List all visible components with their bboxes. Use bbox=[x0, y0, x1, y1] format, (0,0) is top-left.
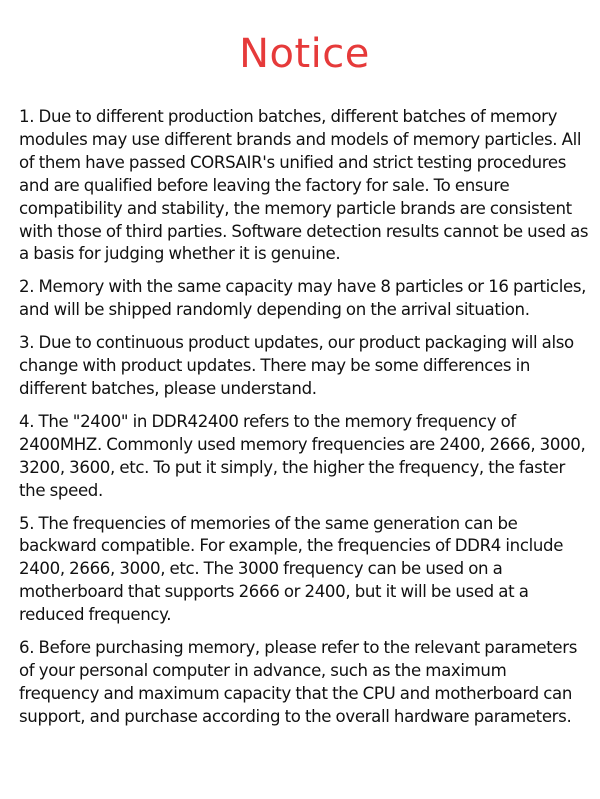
page-title: Notice bbox=[239, 31, 370, 77]
notice-item-1: 1. Due to different production batches, different batches of memory modules may use different brands and models of memory particles. All of them have passed CORSAIR's unified and strict testing procedures and are qualified before leaving the factory for sale. To ensure compatibility and stability, the memory particle brands are consistent with those of third parties. Software detection results cannot be used as a basis for judging whether it is genuine. bbox=[19, 107, 589, 264]
notice-item-2: 2. Memory with the same capacity may have 8 particles or 16 particles, and will be shipped randomly depending on the arrival situation. bbox=[19, 277, 587, 320]
notice-item-4: 4. The "2400" in DDR42400 refers to the memory frequency of 2400MHZ. Commonly used memory frequencies are 2400, 2666, 3000, 3200, 3600, etc. To put it simply, the higher the frequency, the faster the speed. bbox=[19, 411, 586, 500]
notice-item-3: 3. Due to continuous product updates, our product packaging will also change with product updates. There may be some differences in different batches, please understand. bbox=[19, 333, 574, 398]
notice-item-5: 5. The frequencies of memories of the same generation can be backward compatible. For example, the frequencies of DDR4 include 2400, 2666, 3000, etc. The 3000 frequency can be used on a motherboard that supports 2666 or 2400, but it will be used at a reduced frequency. bbox=[19, 513, 564, 625]
notice-item-6: 6. Before purchasing memory, please refer to the relevant parameters of your personal computer in advance, such as the maximum frequency and maximum capacity that the CPU and motherboard can support, and purchase according to the overall hardware parameters. bbox=[19, 638, 578, 726]
notice-list bbox=[19, 106, 590, 729]
